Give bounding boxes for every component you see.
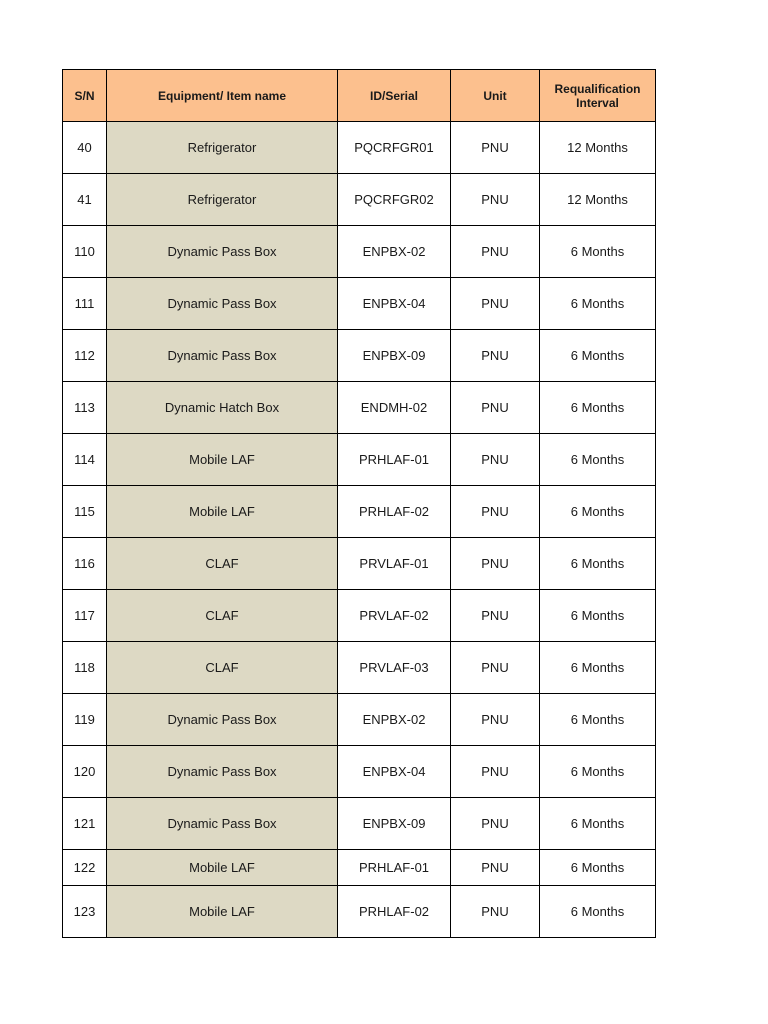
cell-id-serial: PRHLAF-02 — [338, 486, 451, 538]
cell-interval: 6 Months — [540, 434, 656, 486]
cell-id-serial: ENPBX-02 — [338, 226, 451, 278]
cell-equipment-name: Dynamic Hatch Box — [107, 382, 338, 434]
cell-unit: PNU — [451, 694, 540, 746]
header-requalification-interval: Requalification Interval — [540, 70, 656, 122]
cell-interval: 6 Months — [540, 278, 656, 330]
cell-interval: 6 Months — [540, 330, 656, 382]
cell-equipment-name: Dynamic Pass Box — [107, 798, 338, 850]
table-row — [63, 278, 656, 330]
table-row — [63, 434, 656, 486]
cell-interval: 12 Months — [540, 122, 656, 174]
table-row — [63, 886, 656, 938]
cell-equipment-name: Mobile LAF — [107, 434, 338, 486]
header-row — [63, 70, 656, 122]
table-row — [63, 590, 656, 642]
cell-interval: 6 Months — [540, 486, 656, 538]
cell-id-serial: ENPBX-09 — [338, 330, 451, 382]
header-id-serial: ID/Serial — [338, 70, 451, 122]
cell-equipment-name: CLAF — [107, 538, 338, 590]
cell-equipment-name: Refrigerator — [107, 122, 338, 174]
cell-id-serial: PQCRFGR02 — [338, 174, 451, 226]
cell-sn: 113 — [63, 382, 107, 434]
cell-interval: 6 Months — [540, 642, 656, 694]
cell-equipment-name: Refrigerator — [107, 174, 338, 226]
cell-sn: 40 — [63, 122, 107, 174]
table-row — [63, 226, 656, 278]
cell-id-serial: PRVLAF-03 — [338, 642, 451, 694]
cell-interval: 12 Months — [540, 174, 656, 226]
cell-unit: PNU — [451, 850, 540, 886]
cell-equipment-name: Mobile LAF — [107, 886, 338, 938]
cell-sn: 117 — [63, 590, 107, 642]
table-row — [63, 798, 656, 850]
cell-unit: PNU — [451, 434, 540, 486]
cell-id-serial: PQCRFGR01 — [338, 122, 451, 174]
table-row — [63, 850, 656, 886]
cell-id-serial: ENPBX-02 — [338, 694, 451, 746]
cell-interval: 6 Months — [540, 382, 656, 434]
cell-interval: 6 Months — [540, 538, 656, 590]
table-row — [63, 486, 656, 538]
cell-interval: 6 Months — [540, 886, 656, 938]
cell-id-serial: ENPBX-04 — [338, 278, 451, 330]
cell-sn: 41 — [63, 174, 107, 226]
cell-sn: 119 — [63, 694, 107, 746]
cell-sn: 110 — [63, 226, 107, 278]
cell-id-serial: PRVLAF-01 — [338, 538, 451, 590]
cell-unit: PNU — [451, 226, 540, 278]
cell-equipment-name: Mobile LAF — [107, 486, 338, 538]
cell-unit: PNU — [451, 590, 540, 642]
cell-interval: 6 Months — [540, 694, 656, 746]
cell-id-serial: ENDMH-02 — [338, 382, 451, 434]
table-header — [63, 70, 656, 122]
header-unit: Unit — [451, 70, 540, 122]
cell-unit: PNU — [451, 278, 540, 330]
cell-unit: PNU — [451, 330, 540, 382]
cell-interval: 6 Months — [540, 850, 656, 886]
cell-equipment-name: CLAF — [107, 642, 338, 694]
cell-sn: 118 — [63, 642, 107, 694]
cell-id-serial: PRHLAF-01 — [338, 850, 451, 886]
cell-id-serial: PRHLAF-02 — [338, 886, 451, 938]
cell-id-serial: ENPBX-04 — [338, 746, 451, 798]
table-body — [63, 122, 656, 938]
cell-interval: 6 Months — [540, 590, 656, 642]
cell-unit: PNU — [451, 382, 540, 434]
cell-equipment-name: Dynamic Pass Box — [107, 694, 338, 746]
table-row — [63, 382, 656, 434]
header-equipment-name: Equipment/ Item name — [107, 70, 338, 122]
cell-id-serial: PRHLAF-01 — [338, 434, 451, 486]
cell-id-serial: ENPBX-09 — [338, 798, 451, 850]
table-row — [63, 174, 656, 226]
requalification-table — [62, 69, 656, 938]
cell-equipment-name: Dynamic Pass Box — [107, 278, 338, 330]
cell-sn: 123 — [63, 886, 107, 938]
cell-unit: PNU — [451, 746, 540, 798]
cell-sn: 116 — [63, 538, 107, 590]
cell-equipment-name: Dynamic Pass Box — [107, 226, 338, 278]
cell-equipment-name: CLAF — [107, 590, 338, 642]
cell-unit: PNU — [451, 122, 540, 174]
cell-unit: PNU — [451, 538, 540, 590]
cell-sn: 120 — [63, 746, 107, 798]
cell-sn: 114 — [63, 434, 107, 486]
cell-unit: PNU — [451, 886, 540, 938]
cell-unit: PNU — [451, 486, 540, 538]
cell-sn: 115 — [63, 486, 107, 538]
cell-interval: 6 Months — [540, 798, 656, 850]
table-row — [63, 538, 656, 590]
cell-interval: 6 Months — [540, 226, 656, 278]
cell-sn: 111 — [63, 278, 107, 330]
table-row — [63, 694, 656, 746]
cell-sn: 122 — [63, 850, 107, 886]
table-row — [63, 122, 656, 174]
header-sn: S/N — [63, 70, 107, 122]
table-row — [63, 642, 656, 694]
table-row — [63, 330, 656, 382]
cell-unit: PNU — [451, 174, 540, 226]
cell-sn: 112 — [63, 330, 107, 382]
cell-unit: PNU — [451, 642, 540, 694]
cell-equipment-name: Mobile LAF — [107, 850, 338, 886]
cell-equipment-name: Dynamic Pass Box — [107, 330, 338, 382]
cell-sn: 121 — [63, 798, 107, 850]
cell-id-serial: PRVLAF-02 — [338, 590, 451, 642]
cell-equipment-name: Dynamic Pass Box — [107, 746, 338, 798]
table-row — [63, 746, 656, 798]
cell-unit: PNU — [451, 798, 540, 850]
cell-interval: 6 Months — [540, 746, 656, 798]
